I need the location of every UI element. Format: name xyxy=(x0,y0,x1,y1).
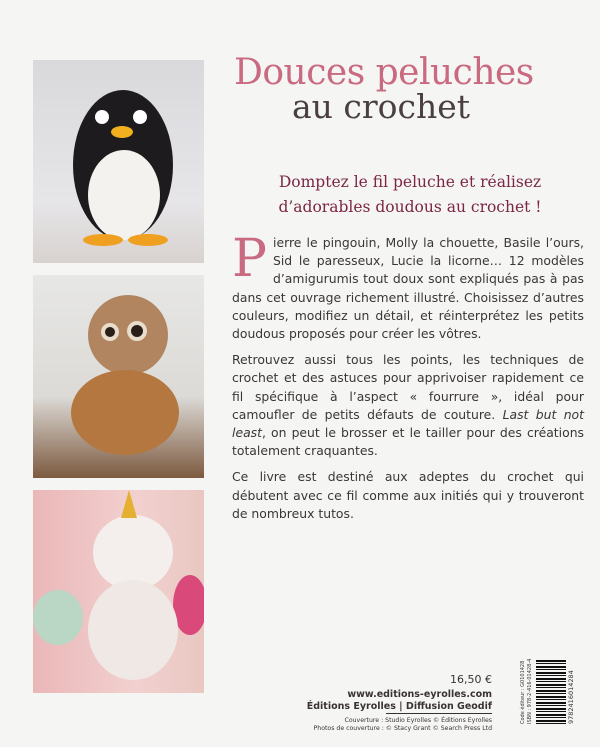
book-title xyxy=(232,52,572,126)
credits xyxy=(314,717,492,733)
barcode-bars xyxy=(536,660,566,724)
drop-cap: P xyxy=(232,229,267,289)
price: 16,50 € xyxy=(450,673,492,686)
subtitle-line-2: d’adorables doudous au crochet ! xyxy=(278,198,542,216)
paragraph-2-text-a: Retrouvez aussi tous les points, les techniques de crochet et des astuces pour apprivoiser rapidement ce fil spécifique à l’aspect « fourrure », idéal pour camoufler de petits défauts de couture. xyxy=(232,352,584,422)
barcode-number: 9782416014284 xyxy=(567,670,575,724)
paragraph-2 xyxy=(232,351,584,460)
title-line-2: au crochet xyxy=(292,87,471,126)
photo-credit: Photos de couverture : © Stacy Grant © Search Press Ltd xyxy=(313,725,492,732)
divider xyxy=(386,713,492,714)
publisher-code: Code éditeur : G0101428 xyxy=(520,660,526,724)
cover-credit: Couverture : Studio Eyrolles © Éditions Eyrolles xyxy=(344,717,492,724)
publisher-name: Éditions Eyrolles | Diffusion Geodif xyxy=(306,701,492,712)
website-link[interactable]: www.editions-eyrolles.com xyxy=(347,689,492,700)
description xyxy=(232,229,585,531)
title-line-1: Douces peluches xyxy=(234,52,534,93)
subtitle-line-1: Domptez le fil peluche et réalisez xyxy=(278,173,542,191)
paragraph-2-italic: Last but not least xyxy=(232,406,585,441)
paragraph-1 xyxy=(232,229,584,343)
isbn: ISBN : 978-2-416-01428-4 xyxy=(527,658,533,724)
barcode xyxy=(520,660,580,738)
subtitle xyxy=(240,170,580,220)
publisher-block xyxy=(307,689,492,713)
paragraph-1-text: ierre le pingouin, Molly la chouette, Basile l’ours, Sid le paresseux, Lucie la licorne… 12 modèles d’amigurumis tout doux sont expliqués pas à pas dans cet ouvrage richement illustré. Choisissez d’autres couleurs, modifiez un détail, et réinterprétez les petits doudous proposés pour créer les vôtres. xyxy=(232,235,584,342)
owl-photo xyxy=(33,275,204,478)
paragraph-2-text-b: , on peut le brosser et le tailler pour des créations totalement craquantes. xyxy=(232,425,584,459)
penguin-photo xyxy=(33,60,204,263)
unicorn-photo xyxy=(33,490,204,693)
paragraph-3: Ce livre est destiné aux adeptes du crochet qui débutent avec ce fil comme aux initiés qui y trouveront de nombreux tutos. xyxy=(232,469,584,521)
